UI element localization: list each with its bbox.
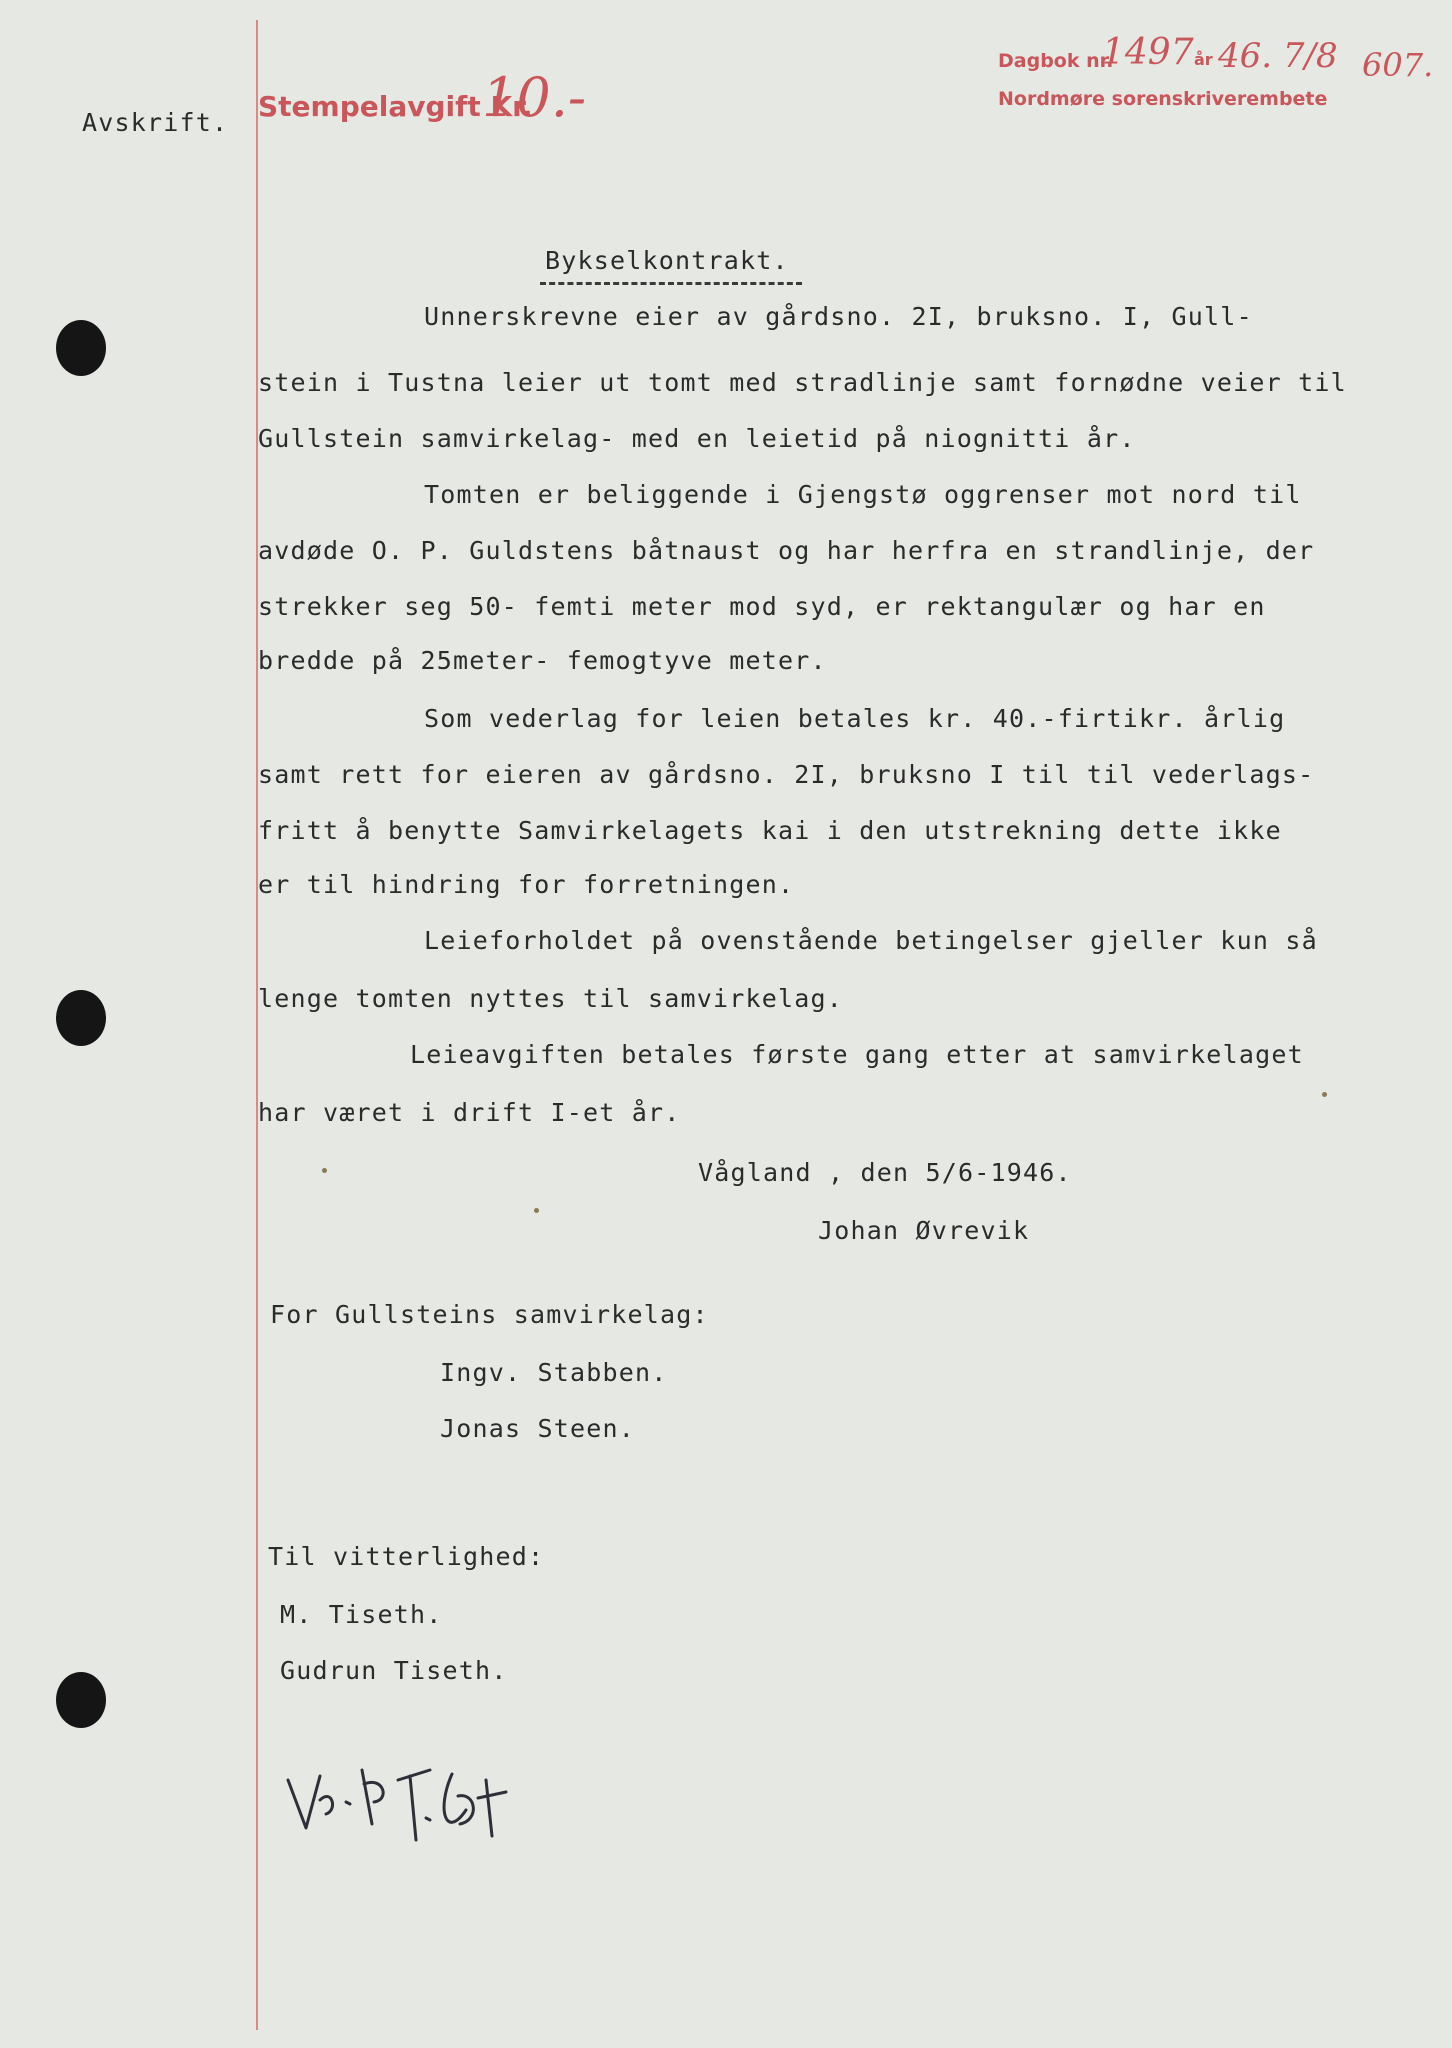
body-line: Gullstein samvirkelag- med en leietid på niognitti år. [258,424,1136,453]
witness-label: Til vitterlighed: [268,1542,545,1571]
body-line: har været i drift I-et år. [258,1098,681,1127]
paper-speck [322,1168,327,1173]
witness-name: Gudrun Tiseth. [280,1656,508,1685]
body-line: samt rett for eieren av gårdsno. 2I, bruksno I til til vederlags- [258,760,1315,789]
title-underline [540,282,802,285]
body-line: stein i Tustna leier ut tomt med stradlinje samt fornødne veier til [258,368,1347,397]
body-line: avdøde O. P. Guldstens båtnaust og har herfra en strandlinje, der [258,536,1315,565]
co-signer: Jonas Steen. [440,1414,636,1443]
contract-title: Bykselkontrakt. [545,246,789,275]
margin-rule [256,20,258,2030]
punch-hole [56,990,106,1046]
stamp-duty-amount: 10.- [482,66,587,129]
stamp-duty-label: Stempelavgift Kr. [258,90,533,123]
body-line: Leieavgiften betales første gang etter at samvirkelaget [410,1040,1304,1069]
body-line: Som vederlag for leien betales kr. 40.-firtikr. årlig [424,704,1286,733]
signer-name: Johan Øvrevik [818,1216,1030,1245]
margin-note: Avskrift. [82,108,229,137]
place-date: Vågland , den 5/6-1946. [698,1158,1072,1187]
body-line: er til hindring for forretningen. [258,870,795,899]
body-line: Unnerskrevne eier av gårdsno. 2I, bruksno. I, Gull- [424,302,1253,331]
dagbok-label: Dagbok nr. [998,50,1114,72]
body-line: bredde på 25meter- femogtyve meter. [258,646,827,675]
punch-hole [56,1672,106,1728]
paper-speck [1322,1092,1327,1097]
body-line: lenge tomten nyttes til samvirkelag. [258,984,844,1013]
dagbok-date: 46. 7/8 [1218,36,1338,76]
dagbok-number: 1497 [1102,32,1194,73]
body-line: Leieforholdet på ovenstående betingelser gjeller kun så [424,926,1318,955]
co-signer: Ingv. Stabben. [440,1358,668,1387]
body-line: strekker seg 50- femti meter mod syd, er rektangulær og har en [258,592,1266,621]
office-name: Nordmøre sorenskriverembete [998,88,1328,110]
paper-speck [534,1208,539,1213]
punch-hole [56,320,106,376]
page-number: 607. [1362,46,1434,84]
for-label: For Gullsteins samvirkelag: [270,1300,709,1329]
witness-name: M. Tiseth. [280,1600,443,1629]
dagbok-year-prefix: år [1194,50,1213,69]
handwritten-initials [280,1740,540,1890]
body-line: Tomten er beliggende i Gjengstø oggrenser mot nord til [424,480,1302,509]
body-line: fritt å benytte Samvirkelagets kai i den utstrekning dette ikke [258,816,1282,845]
